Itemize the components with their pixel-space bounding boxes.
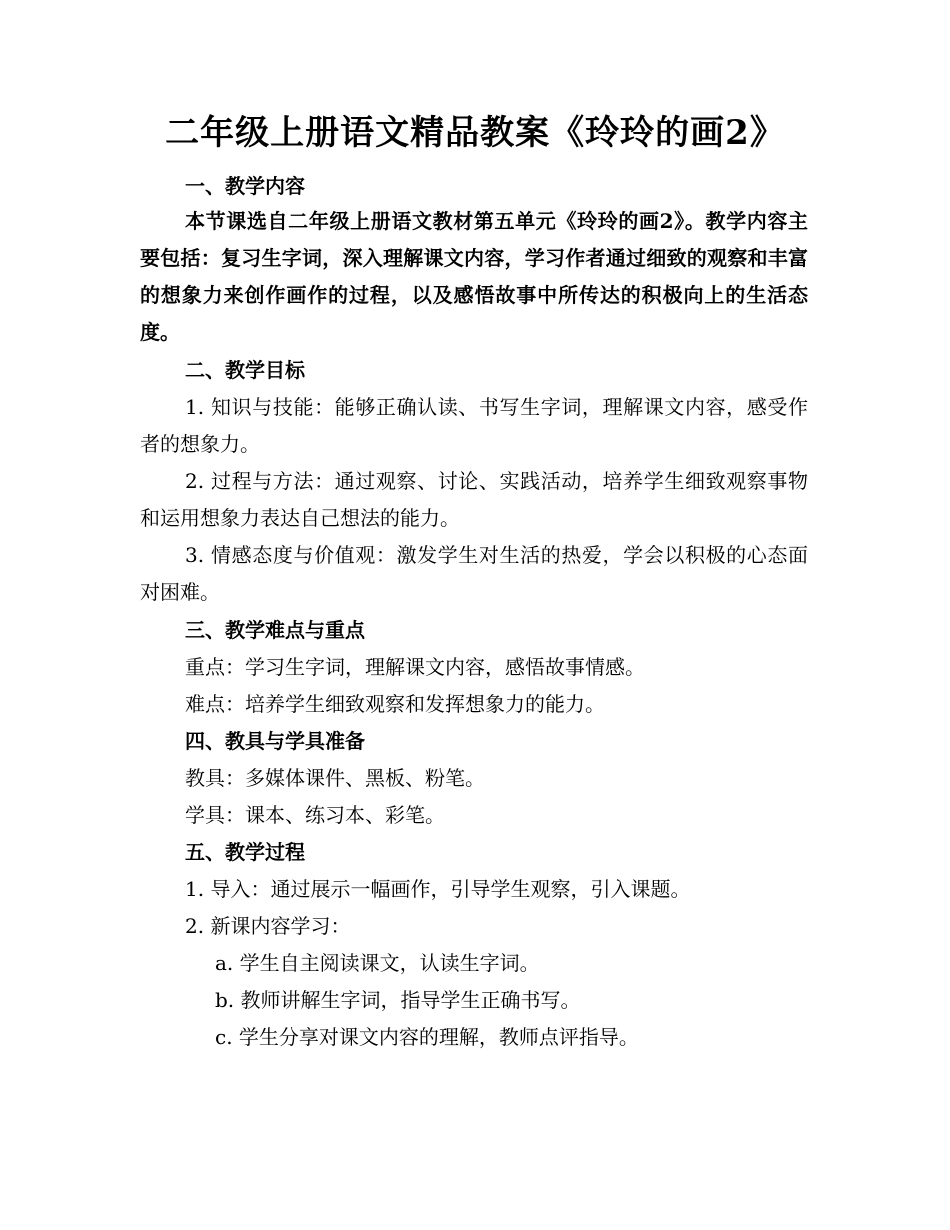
section-heading-goals: 二、教学目标 xyxy=(185,358,305,382)
teacher-materials: 教具：多媒体课件、黑板、粉笔。 xyxy=(185,766,485,790)
process-substep: a. 学生自主阅读课文，认读生字词。 xyxy=(215,951,540,975)
process-substep: c. 学生分享对课文内容的理解，教师点评指导。 xyxy=(215,1025,639,1049)
section-heading-materials: 四、教具与学具准备 xyxy=(185,729,365,753)
goal-item: 2. 过程与方法：通过观察、讨论、实践活动，培养学生细致观察事物和运用想象力表达自己想法的能力。 xyxy=(140,469,808,530)
process-substep: b. 教师讲解生字词，指导学生正确书写。 xyxy=(215,988,581,1012)
section-heading-process: 五、教学过程 xyxy=(185,840,305,864)
goal-item: 1. 知识与技能：能够正确认读、书写生字词，理解课文内容，感受作者的想象力。 xyxy=(140,395,808,456)
section-heading-keypoints: 三、教学难点与重点 xyxy=(185,618,365,642)
document-title: 二年级上册语文精品教案《玲玲的画2》 xyxy=(165,113,785,153)
section-heading-content: 一、教学内容 xyxy=(185,174,305,198)
process-step: 1. 导入：通过展示一幅画作，引导学生观察，引入课题。 xyxy=(185,877,691,901)
difficult-point: 难点：培养学生细致观察和发挥想象力的能力。 xyxy=(185,692,605,716)
process-step: 2. 新课内容学习： xyxy=(185,914,351,938)
goal-item: 3. 情感态度与价值观：激发学生对生活的热爱，学会以积极的心态面对困难。 xyxy=(140,543,808,604)
student-materials: 学具：课本、练习本、彩笔。 xyxy=(185,803,445,827)
section-content-paragraph: 本节课选自二年级上册语文教材第五单元《玲玲的画2》。教学内容主要包括：复习生字词，深入理解课文内容，学习作者通过细致的观察和丰富的想象力来创作画作的过程，以及感悟故事中所传达的积极向上的生活态度。 xyxy=(140,209,808,344)
key-point: 重点：学习生字词，理解课文内容，感悟故事情感。 xyxy=(185,655,645,679)
